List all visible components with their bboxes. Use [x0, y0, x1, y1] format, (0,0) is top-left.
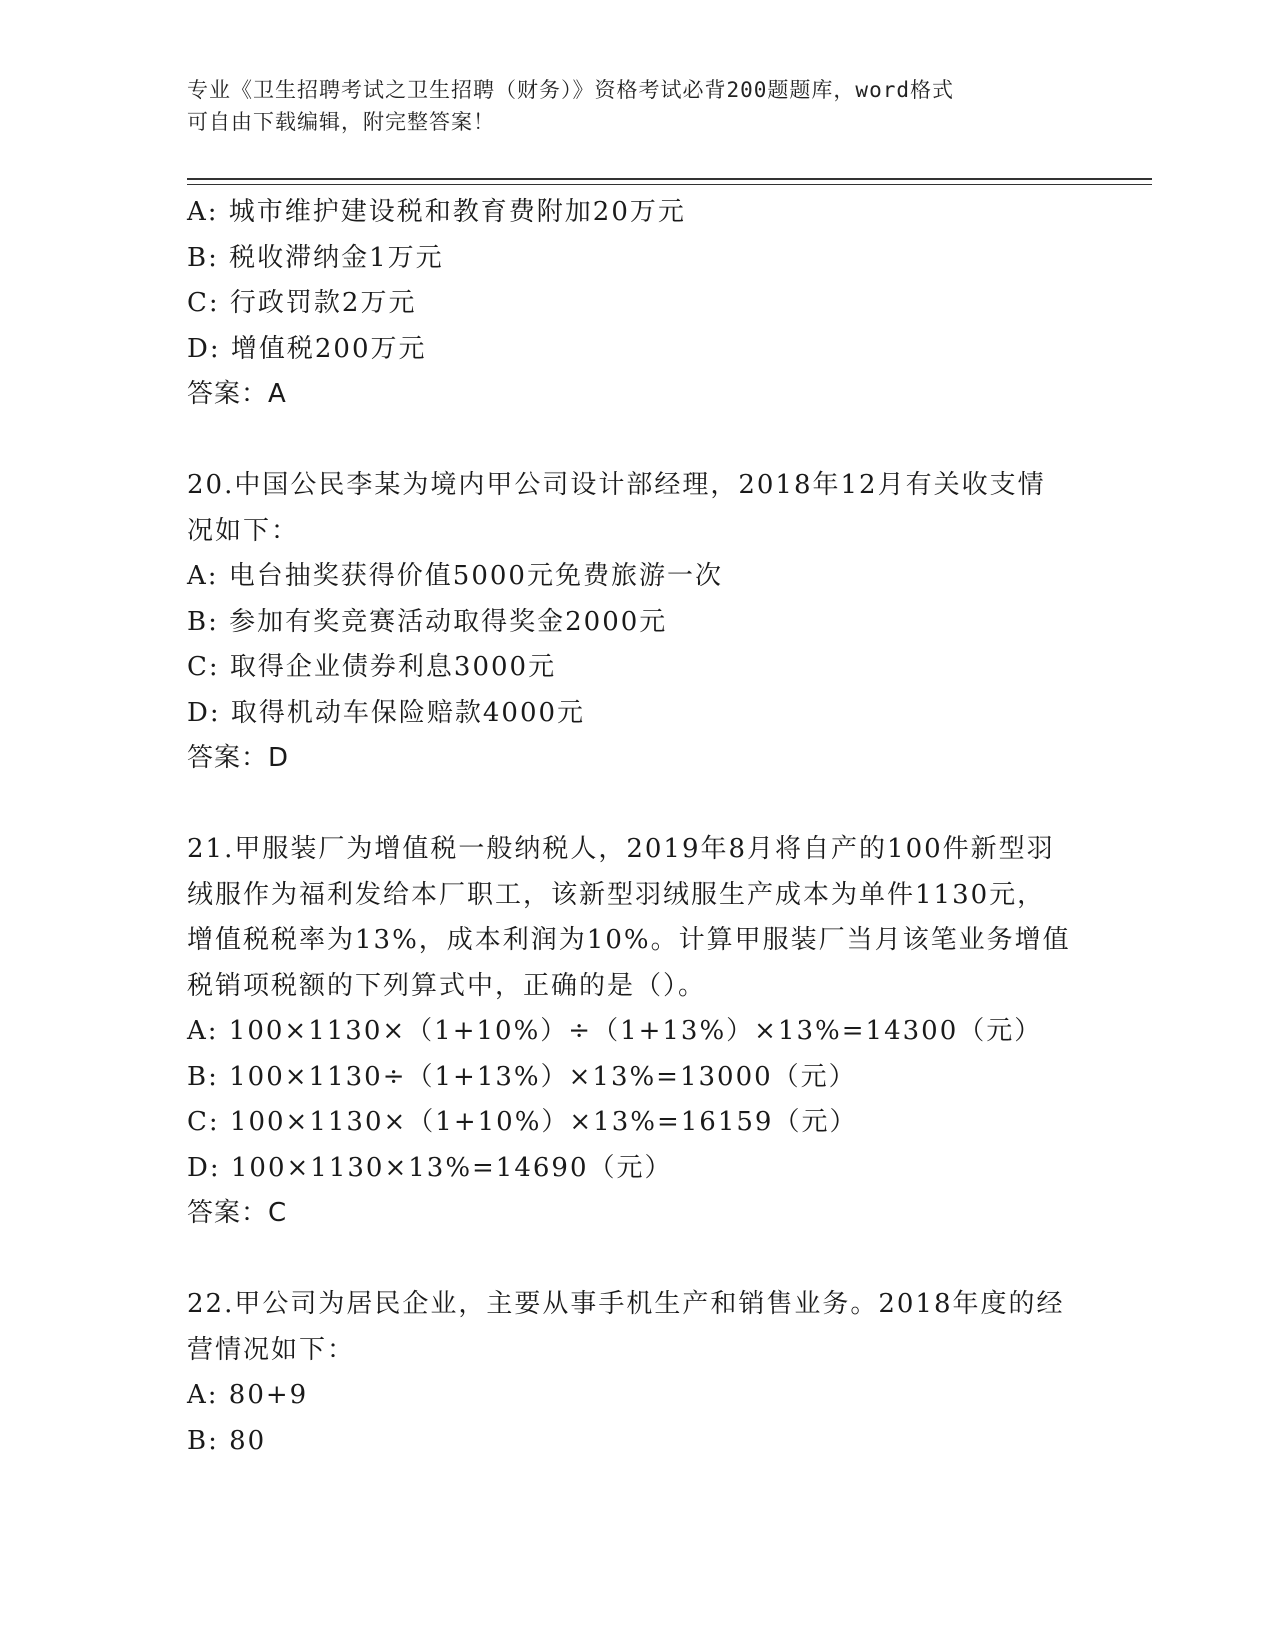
option-a: A: 电台抽奖获得价值5000元免费旅游一次: [187, 561, 723, 591]
option-d: D: 100×1130×13%=14690（元）: [187, 1152, 673, 1183]
header-line-1: 专业《卫生招聘考试之卫生招聘（财务）》资格考试必背200题题库，word格式: [187, 78, 954, 102]
header-line-2: 可自由下载编辑，附完整答案！: [187, 110, 495, 134]
question-20-answer: 答案：D: [187, 743, 290, 773]
option-d: D: 取得机动车保险赔款4000元: [187, 697, 586, 728]
option-b: B: 税收滞纳金1万元: [187, 242, 444, 273]
question-21-answer: 答案：C: [187, 1198, 288, 1228]
option-c: C: 取得企业债券利息3000元: [187, 652, 557, 682]
question-22-stem-line-1: 22.甲公司为居民企业，主要从事手机生产和销售业务。2018年度的经: [187, 1289, 1065, 1319]
option-b: B: 100×1130÷（1+13%）×13%=13000（元）: [187, 1061, 857, 1092]
spacer: [187, 418, 1107, 464]
option-c: C: 行政罚款2万元: [187, 288, 417, 318]
question-20: [187, 463, 1107, 782]
spacer: [187, 1237, 1107, 1283]
question-21: [187, 827, 1107, 1237]
option-c: C: 100×1130×（1+10%）×13%=16159（元）: [187, 1107, 858, 1137]
header-divider-thin: [187, 184, 1152, 185]
option-d: D: 增值税200万元: [187, 333, 427, 364]
question-list: [187, 190, 1107, 1464]
question-19-options: [187, 190, 1107, 372]
document-header: [187, 74, 1067, 138]
option-a: A: 100×1130×（1+10%）÷（1+13%）×13%=14300（元）: [187, 1016, 1043, 1046]
question-22: [187, 1282, 1107, 1464]
option-b: B: 参加有奖竞赛活动取得奖金2000元: [187, 606, 668, 637]
question-22-stem-line-2: 营情况如下：: [187, 1334, 356, 1365]
header-divider-thick: [187, 178, 1152, 180]
spacer: [187, 782, 1107, 828]
question-21-stem-line-4: 税销项税额的下列算式中，正确的是（）。: [187, 970, 707, 1001]
option-a: A: 城市维护建设税和教育费附加20万元: [187, 197, 686, 227]
question-19-answer: 答案：A: [187, 379, 287, 409]
question-21-stem-line-1: 21.甲服装厂为增值税一般纳税人，2019年8月将自产的100件新型羽: [187, 834, 1055, 864]
question-21-stem-line-2: 绒服作为福利发给本厂职工，该新型羽绒服生产成本为单件1130元，: [187, 879, 1046, 910]
option-b: B: 80: [187, 1425, 267, 1456]
question-21-stem-line-3: 增值税税率为13%，成本利润为10%。计算甲服装厂当月该笔业务增值: [187, 925, 1071, 955]
question-20-stem-line-2: 况如下：: [187, 515, 300, 546]
option-a: A: 80+9: [187, 1380, 309, 1410]
question-20-stem-line-1: 20.中国公民李某为境内甲公司设计部经理，2018年12月有关收支情: [187, 470, 1046, 500]
